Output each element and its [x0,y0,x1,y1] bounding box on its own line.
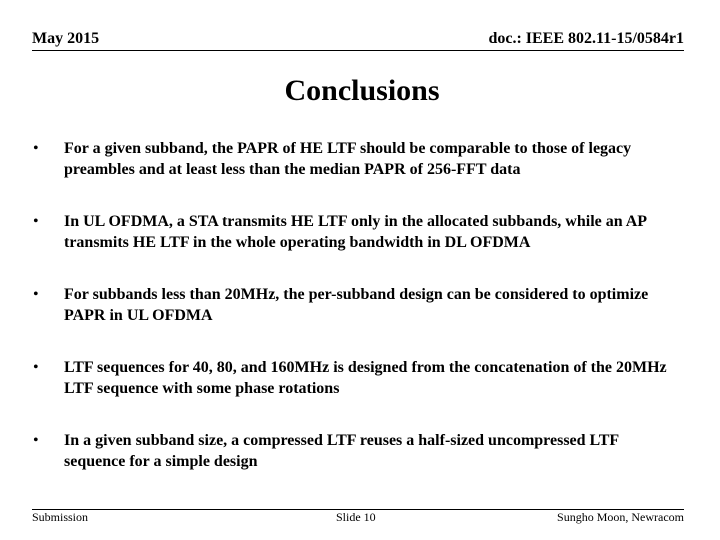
bullet-marker: • [33,432,39,449]
footer-author: Sungho Moon, Newracom [557,510,684,524]
header-date: May 2015 [32,30,100,47]
bullet-marker: • [33,140,39,157]
footer-submission: Submission [32,510,89,524]
bullet-item [33,138,683,180]
slide-title [0,74,720,108]
bullet-item [33,357,683,399]
header-doc-id: doc.: IEEE 802.11-15/0584r1 [488,30,684,47]
bullet-text: For subbands less than 20MHz, the per-subband design can be considered to optimize PAPR in UL OFDMA [64,286,649,324]
bullet-marker: • [33,213,39,230]
slide-title-text: Conclusions [284,74,440,107]
bullet-item [33,430,683,472]
bullet-text: In a given subband size, a compressed LTF reuses a half-sized uncompressed LTF sequence for a simple design [64,432,619,470]
bullet-text: For a given subband, the PAPR of HE LTF should be comparable to those of legacy preambles and at least less than the median PAPR of 256-FFT data [64,140,632,178]
bullet-text: In UL OFDMA, a STA transmits HE LTF only in the allocated subbands, while an AP transmits HE LTF in the whole operating bandwidth in DL OFDMA [64,213,647,251]
footer-slide-number: Slide 10 [336,510,376,524]
bullet-marker: • [33,359,39,376]
header-divider [32,50,684,51]
bullet-marker: • [33,286,39,303]
bullet-item [33,211,683,253]
bullet-item [33,284,683,326]
bullet-text: LTF sequences for 40, 80, and 160MHz is designed from the concatenation of the 20MHz LTF sequence with some phase rotations [64,359,667,397]
